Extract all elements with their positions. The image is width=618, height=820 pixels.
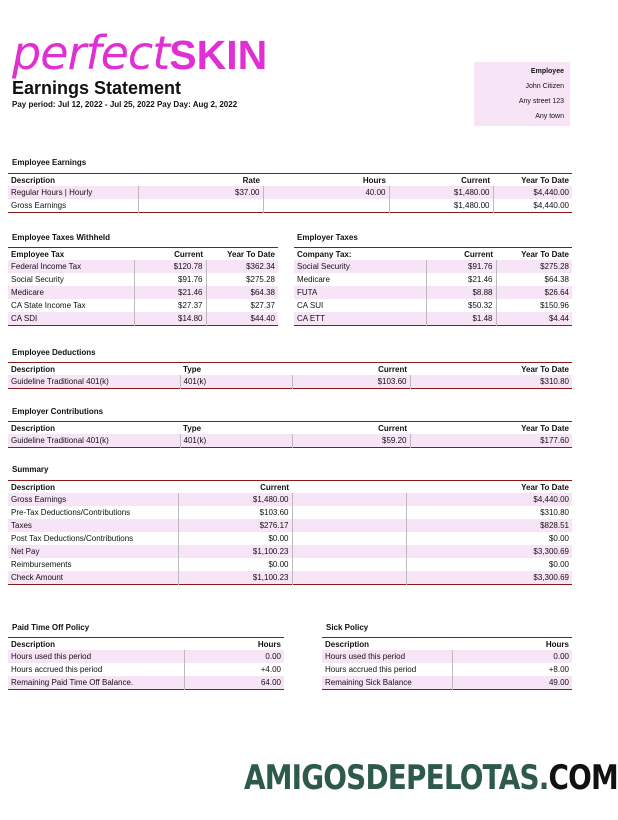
col-header: Type bbox=[180, 422, 292, 435]
table-cell: Taxes bbox=[8, 519, 178, 532]
table-cell: Social Security bbox=[11, 275, 64, 284]
table-cell: $275.28 bbox=[206, 273, 278, 286]
table-row bbox=[8, 312, 278, 326]
table-cell: CA State Income Tax bbox=[11, 301, 86, 310]
employer-taxes-table bbox=[294, 247, 572, 326]
table-cell: $150.96 bbox=[496, 299, 572, 312]
table-cell: 0.00 bbox=[184, 650, 284, 663]
employee-info-box bbox=[474, 62, 570, 126]
table-row bbox=[8, 676, 284, 690]
table-cell: $64.38 bbox=[206, 286, 278, 299]
contributions-title: Employer Contributions bbox=[12, 407, 104, 416]
table-row bbox=[8, 186, 572, 199]
table-row bbox=[8, 493, 572, 506]
col-header: Hours bbox=[184, 638, 284, 651]
table-row bbox=[294, 286, 572, 299]
table-cell: $27.37 bbox=[206, 299, 278, 312]
table-cell: Hours accrued this period bbox=[325, 665, 417, 674]
table-cell: 40.00 bbox=[263, 186, 389, 199]
table-cell bbox=[138, 199, 263, 213]
table-row bbox=[8, 545, 572, 558]
col-header: Current bbox=[389, 174, 493, 187]
pto-table bbox=[8, 637, 284, 690]
table-cell: Reimbursements bbox=[11, 560, 72, 569]
company-logo bbox=[12, 26, 268, 80]
col-header: Description bbox=[8, 422, 180, 435]
taxes-withheld-table bbox=[8, 247, 278, 326]
earnings-title: Employee Earnings bbox=[12, 158, 87, 167]
table-cell: CA ETT bbox=[294, 312, 426, 326]
table-cell: $91.76 bbox=[426, 260, 496, 273]
footer-watermark bbox=[244, 758, 618, 798]
table-cell bbox=[292, 558, 406, 571]
table-row bbox=[294, 299, 572, 312]
table-cell bbox=[292, 545, 406, 558]
table-row bbox=[8, 571, 572, 585]
pay-period: Pay period: Jul 12, 2022 - Jul 25, 2022 Pay Day: Aug 2, 2022 bbox=[12, 100, 238, 109]
table-cell: Post Tax Deductions/Contributions bbox=[11, 534, 134, 543]
table-cell: $27.37 bbox=[134, 299, 206, 312]
employee-name: John Citizen bbox=[525, 83, 564, 90]
sick-table bbox=[322, 637, 572, 690]
table-cell: $91.76 bbox=[134, 273, 206, 286]
table-cell: $310.80 bbox=[406, 506, 572, 519]
table-row bbox=[294, 273, 572, 286]
table-cell: $103.60 bbox=[178, 506, 292, 519]
table-cell: Regular Hours | Hourly bbox=[8, 186, 138, 199]
table-cell: $4,440.00 bbox=[406, 493, 572, 506]
table-row bbox=[322, 663, 572, 676]
table-cell: Hours used this period bbox=[8, 650, 184, 663]
table-cell: $3,300.69 bbox=[406, 545, 572, 558]
col-header: Company Tax: bbox=[294, 248, 426, 261]
table-cell: $0.00 bbox=[178, 532, 292, 545]
table-cell: +4.00 bbox=[184, 663, 284, 676]
employee-heading: Employee bbox=[530, 68, 564, 75]
table-cell: Federal Income Tax bbox=[8, 260, 134, 273]
col-header: Current bbox=[292, 363, 410, 376]
table-cell: 49.00 bbox=[452, 676, 572, 690]
table-row bbox=[8, 375, 572, 389]
col-header: Current bbox=[426, 248, 496, 261]
table-cell bbox=[263, 199, 389, 213]
table-cell: $310.80 bbox=[410, 375, 572, 389]
summary-title: Summary bbox=[12, 465, 49, 474]
document-title: Earnings Statement bbox=[12, 78, 182, 98]
table-cell bbox=[292, 532, 406, 545]
footer-tld: COM bbox=[548, 758, 618, 798]
table-cell: $4,440.00 bbox=[493, 199, 572, 213]
table-cell: Net Pay bbox=[8, 545, 178, 558]
table-cell: $14.80 bbox=[134, 312, 206, 326]
table-row bbox=[8, 519, 572, 532]
table-cell: Social Security bbox=[294, 260, 426, 273]
table-row bbox=[8, 506, 572, 519]
table-row bbox=[8, 532, 572, 545]
col-header: Year To Date bbox=[496, 248, 572, 261]
table-row bbox=[8, 663, 284, 676]
table-cell: CA SUI bbox=[297, 301, 324, 310]
col-header: Description bbox=[322, 638, 452, 651]
summary-table bbox=[8, 480, 572, 585]
table-cell: $1,100.23 bbox=[178, 571, 292, 585]
table-cell: $1.48 bbox=[426, 312, 496, 326]
col-header: Description bbox=[8, 638, 184, 651]
table-cell: $1,480.00 bbox=[178, 493, 292, 506]
table-cell: $8.88 bbox=[426, 286, 496, 299]
table-cell: $21.46 bbox=[426, 273, 496, 286]
table-cell: $0.00 bbox=[406, 532, 572, 545]
table-cell: $4,440.00 bbox=[493, 186, 572, 199]
table-cell: 401(k) bbox=[180, 375, 292, 389]
table-row bbox=[322, 676, 572, 690]
table-cell bbox=[292, 493, 406, 506]
col-header: Year To Date bbox=[406, 481, 572, 494]
table-cell: Medicare bbox=[8, 286, 134, 299]
logo-thin-text: perfect bbox=[12, 26, 170, 80]
table-row bbox=[294, 260, 572, 273]
table-row bbox=[8, 260, 278, 273]
table-cell: $4.44 bbox=[496, 312, 572, 326]
footer-brand: AMIGOSDEPELOTAS bbox=[244, 758, 539, 798]
col-header: Current bbox=[292, 422, 410, 435]
sick-title: Sick Policy bbox=[326, 623, 369, 632]
table-cell: FUTA bbox=[294, 286, 426, 299]
table-cell: 64.00 bbox=[184, 676, 284, 690]
table-cell: CA SDI bbox=[8, 312, 134, 326]
table-cell: $1,480.00 bbox=[389, 186, 493, 199]
table-row bbox=[8, 299, 278, 312]
employer-taxes-title: Employer Taxes bbox=[297, 233, 358, 242]
table-cell: $275.28 bbox=[496, 260, 572, 273]
table-cell bbox=[292, 519, 406, 532]
table-cell: $3,300.69 bbox=[406, 571, 572, 585]
table-cell: $103.60 bbox=[292, 375, 410, 389]
earnings-table bbox=[8, 173, 572, 213]
table-cell: Medicare bbox=[297, 275, 330, 284]
col-header: Year To Date bbox=[410, 363, 572, 376]
col-header: Description bbox=[8, 363, 180, 376]
table-cell: $1,100.23 bbox=[178, 545, 292, 558]
table-row bbox=[8, 558, 572, 571]
table-cell: Guideline Traditional 401(k) bbox=[8, 375, 180, 389]
table-cell bbox=[292, 571, 406, 585]
table-cell: $59.20 bbox=[292, 434, 410, 448]
employee-town: Any town bbox=[535, 113, 564, 120]
table-row bbox=[8, 650, 284, 663]
col-header: Year To Date bbox=[410, 422, 572, 435]
col-header: Current bbox=[178, 481, 292, 494]
deductions-title: Employee Deductions bbox=[12, 348, 96, 357]
col-header: Current bbox=[134, 248, 206, 261]
table-cell: Remaining Paid Time Off Balance. bbox=[8, 676, 184, 690]
table-cell: Hours accrued this period bbox=[11, 665, 103, 674]
table-row bbox=[8, 286, 278, 299]
table-cell: Gross Earnings bbox=[11, 201, 67, 210]
table-row bbox=[8, 273, 278, 286]
col-header: Rate bbox=[138, 174, 263, 187]
table-cell: $0.00 bbox=[406, 558, 572, 571]
table-cell: Gross Earnings bbox=[8, 493, 178, 506]
pto-title: Paid Time Off Policy bbox=[12, 623, 90, 632]
table-row bbox=[322, 650, 572, 663]
table-cell: $64.38 bbox=[496, 273, 572, 286]
logo-bold-text: SKIN bbox=[169, 32, 268, 78]
table-cell: $362.34 bbox=[206, 260, 278, 273]
table-row bbox=[8, 199, 572, 213]
table-cell: $37.00 bbox=[138, 186, 263, 199]
table-cell: $276.17 bbox=[178, 519, 292, 532]
table-cell bbox=[292, 506, 406, 519]
table-cell: $1,480.00 bbox=[389, 199, 493, 213]
table-cell: $50.32 bbox=[426, 299, 496, 312]
col-header: Year To Date bbox=[206, 248, 278, 261]
table-row bbox=[8, 434, 572, 448]
table-cell: $828.51 bbox=[406, 519, 572, 532]
table-cell: Guideline Traditional 401(k) bbox=[8, 434, 180, 448]
table-cell: $21.46 bbox=[134, 286, 206, 299]
table-cell: $0.00 bbox=[178, 558, 292, 571]
col-header: Employee Tax bbox=[8, 248, 134, 261]
table-cell: $120.78 bbox=[134, 260, 206, 273]
table-cell: $177.60 bbox=[410, 434, 572, 448]
table-cell: Pre-Tax Deductions/Contributions bbox=[11, 508, 131, 517]
table-cell: Check Amount bbox=[8, 571, 178, 585]
col-header: Hours bbox=[452, 638, 572, 651]
table-row bbox=[294, 312, 572, 326]
col-header: Description bbox=[8, 174, 138, 187]
table-cell: 0.00 bbox=[452, 650, 572, 663]
table-cell: $26.64 bbox=[496, 286, 572, 299]
table-cell: Remaining Sick Balance bbox=[322, 676, 452, 690]
col-header bbox=[292, 481, 406, 494]
table-cell: +8.00 bbox=[452, 663, 572, 676]
col-header: Description bbox=[8, 481, 178, 494]
employee-street: Any street 123 bbox=[518, 98, 564, 105]
col-header: Type bbox=[180, 363, 292, 376]
table-cell: 401(k) bbox=[180, 434, 292, 448]
col-header: Year To Date bbox=[493, 174, 572, 187]
table-cell: $44.40 bbox=[206, 312, 278, 326]
deductions-table bbox=[8, 362, 572, 389]
contributions-table bbox=[8, 421, 572, 448]
taxes-withheld-title: Employee Taxes Withheld bbox=[12, 233, 111, 242]
col-header: Hours bbox=[263, 174, 389, 187]
table-cell: Hours used this period bbox=[322, 650, 452, 663]
footer-dot: . bbox=[538, 758, 549, 798]
